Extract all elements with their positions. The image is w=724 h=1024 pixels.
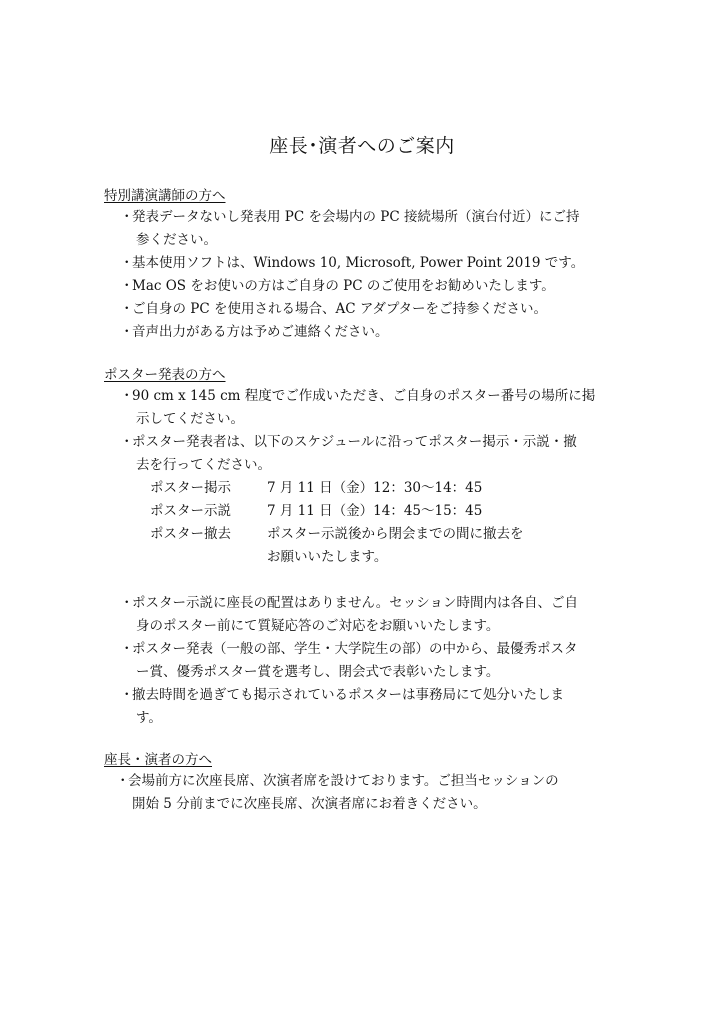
list-item-continuation: 参ください。 [136,232,217,248]
list-item-continuation: 去を行ってください。 [136,457,271,473]
list-item-continuation: ー賞、優秀ポスター賞を選考し、閉会式で表彰いたします。 [136,664,500,680]
list-item-text: 会場前方に次座長席、次演者席を設けております。ご担当セッションの [128,773,559,789]
list-item-text: 撤去時間を過ぎても掲示されているポスターは事務局にて処分いたしま [132,687,564,703]
schedule-value: 7 月 11 日（金）14：45〜15：45 [267,503,483,519]
section-heading-lecturers: 特別講演講師の方へ [104,188,226,204]
list-item [120,275,555,298]
bullet-mark: ・ [120,687,134,703]
list-item [120,684,564,707]
list-item [116,770,559,793]
list-item [120,638,578,661]
list-item-continuation: 身のポスター前にて質疑応答のご対応をお願いいたします。 [136,618,500,634]
list-item [120,206,580,229]
section-heading-chairs-speakers: 座長・演者の方へ [104,752,212,768]
list-item [120,431,577,454]
list-item-text: 発表データないし発表用 PC を会場内の PC 接続場所（演台付近）にご持 [132,209,580,225]
bullet-mark: ・ [120,255,134,271]
schedule-value-continuation: お願いいたします。 [267,549,388,565]
list-item-continuation: す。 [136,710,162,726]
schedule-label: ポスター示説 [150,503,231,519]
list-item-continuation: 開始 5 分前までに次座長席、次演者席にお着きください。 [132,796,487,812]
bullet-mark: ・ [120,209,134,225]
list-item-text: ご自身の PC を使用される場合、AC アダプターをご持参ください。 [132,301,547,317]
list-item [120,252,584,275]
schedule-label: ポスター撤去 [150,526,231,542]
schedule-value: ポスター示説後から閉会までの間に撤去を [267,526,524,542]
bullet-mark: ・ [120,324,134,340]
list-item-text: 90 cm x 145 cm 程度でご作成いただき、ご自身のポスター番号の場所に掲 [132,388,596,404]
list-item [120,385,595,408]
schedule-value: 7 月 11 日（金）12：30〜14：45 [267,480,483,496]
list-item-text: ポスター発表（一般の部、学生・大学院生の部）の中から、最優秀ポスタ [132,641,578,657]
list-item-text: Mac OS をお使いの方はご自身の PC のご使用をお勧めいたします。 [132,278,555,294]
bullet-mark: ・ [120,595,134,611]
bullet-mark: ・ [120,388,134,404]
section-heading-poster: ポスター発表の方へ [104,367,226,383]
page-title: 座長･演者へのご案内 [269,135,455,157]
list-item [120,298,547,321]
bullet-mark: ・ [120,641,134,657]
bullet-mark: ・ [116,773,130,789]
list-item-text: ポスター発表者は、以下のスケジュールに沿ってポスター掲示・示説・撤 [132,434,577,450]
bullet-mark: ・ [120,278,134,294]
list-item [120,592,578,615]
list-item-text: 基本使用ソフトは、Windows 10, Microsoft, Power Point 2019 です。 [132,255,585,271]
list-item-text: 音声出力がある方は予めご連絡ください。 [132,324,389,340]
list-item-text: ポスター示説に座長の配置はありません。セッション時間内は各自、ご自 [132,595,579,611]
list-item-continuation: 示してください。 [136,411,244,427]
schedule-label: ポスター掲示 [150,480,231,496]
list-item [120,321,389,344]
bullet-mark: ・ [120,301,134,317]
bullet-mark: ・ [120,434,134,450]
